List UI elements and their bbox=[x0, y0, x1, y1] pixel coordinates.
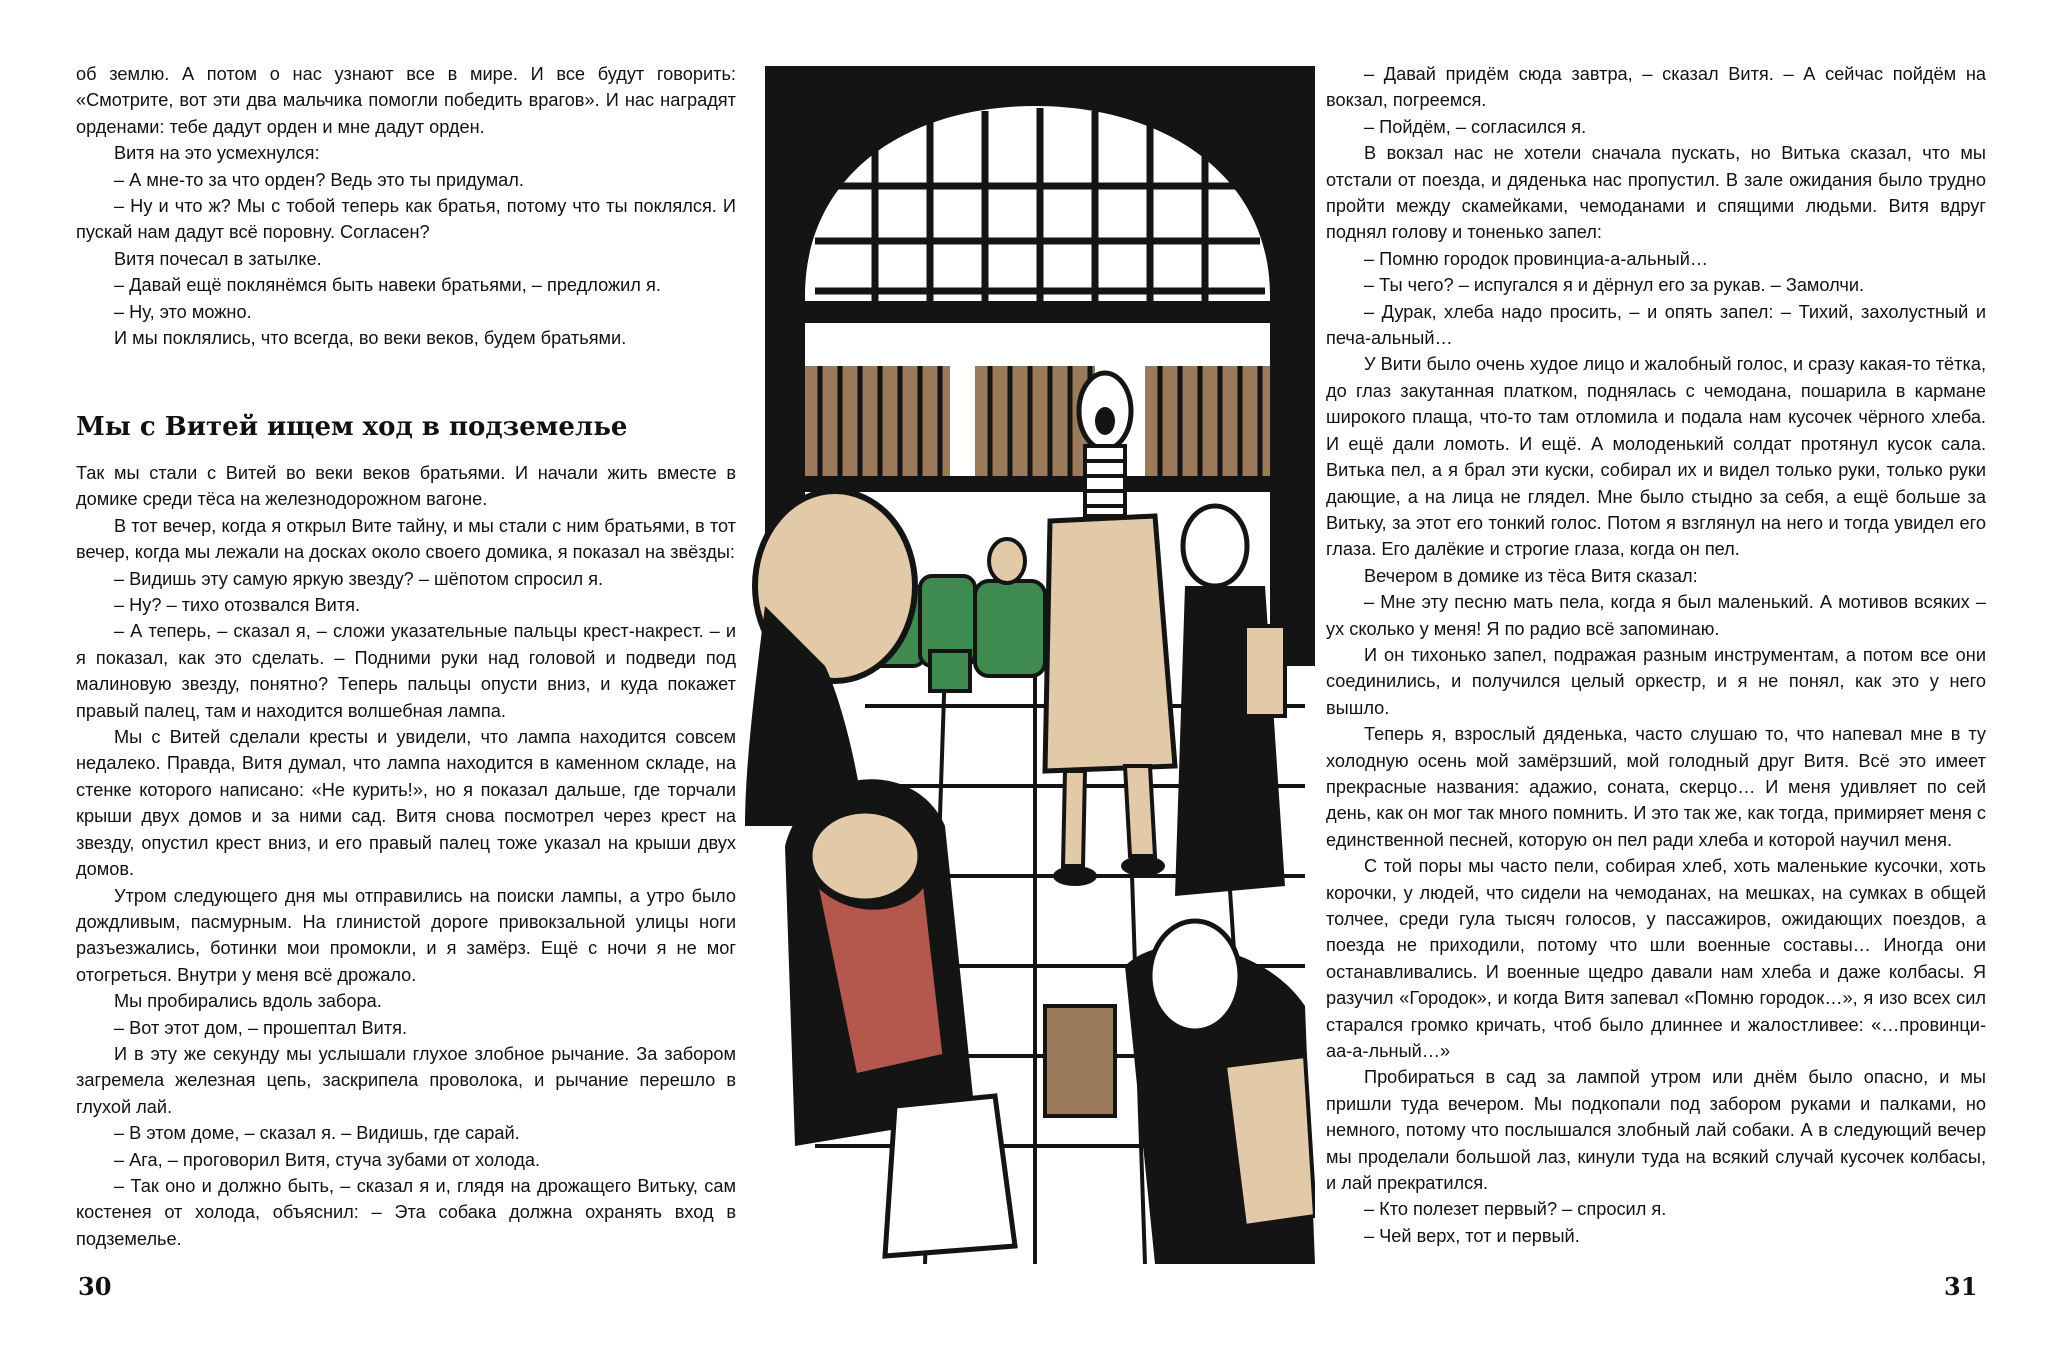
paragraph: – Ага, – проговорил Витя, стуча зубами от холода. bbox=[114, 1149, 541, 1170]
bald-man bbox=[745, 491, 915, 826]
right-page-text bbox=[1326, 61, 1986, 1249]
left-body-text bbox=[76, 460, 736, 1252]
paragraph: – Ты чего? – испугался я и дёрнул его за рукав. – Замолчи. bbox=[1364, 275, 1865, 296]
paragraph: Утром следующего дня мы отправились на поиски лампы, а утро было дождливым, пасмурным. На глинистой дороге привокзальной улицы ноги разъезжались, ботинки мои промокли, и я замёрз. Ещё с ночи я не мог отогреться. Внутри у меня всё дрожало. bbox=[76, 885, 736, 985]
paragraph: – Пойдём, – согласился я. bbox=[1364, 116, 1587, 137]
paragraph: Мы с Витей сделали кресты и увидели, что лампа находится совсем недалеко. Правда, Витя думал, что лампа находится в каменном складе, на стенке которого написано: «Не курить!», но я показал дальше, где торчали крыши двух домов и за ними сад. Витя снова посмотрел через крест на звезду, опустил крест вниз, и его правый палец тоже указал на крыши двух домов. bbox=[76, 727, 736, 880]
paragraph: – Давай ещё поклянёмся быть навеки братьями, – предложил я. bbox=[114, 275, 661, 296]
paragraph: Теперь я, взрослый дяденька, часто слушаю то, что напевал мне в ту холодную осень мой замёрзший, мой голодный друг Витя. Всё это имеет прекрасные названия: адажио, соната, скерцо… И меня удивляет по сей день, как он мог так много помнить. И это так же, как тогда, примиряет меня с единственной песней, которую он пел ради хлеба и которой научил меня. bbox=[1326, 724, 1986, 850]
station-crowd-illustration bbox=[745, 66, 1315, 1264]
paragraph: – Видишь эту самую яркую звезду? – шёпотом спросил я. bbox=[114, 568, 604, 589]
paragraph: В вокзал нас не хотели сначала пускать, но Витька сказал, что мы отстали от поезда, и дяденька нас пропустил. В зале ожидания было трудно пройти между скамейками, чемоданами и спящими людьми. Витя вдруг поднял голову и тоненько запел: bbox=[1326, 143, 1986, 243]
paragraph: – Вот этот дом, – прошептал Витя. bbox=[114, 1017, 408, 1038]
paragraph: И мы поклялись, что всегда, во веки веков, будем братьями. bbox=[114, 328, 627, 349]
paragraph: – А теперь, – сказал я, – сложи указательные пальцы крест-накрест. – и я показал, как это сделать. – Подними руки над головой и подведи под малиновую звезду, понятно? Теперь пальцы опусти вниз, и куда покажет правый палец, там и находится волшебная лампа. bbox=[76, 621, 736, 721]
paragraph: – А мне-то за что орден? Ведь это ты придумал. bbox=[114, 169, 524, 190]
paragraph: Витя на это усмехнулся: bbox=[114, 143, 320, 164]
page-number-left: 30 bbox=[78, 1272, 112, 1301]
paragraph: – Мне эту песню мать пела, когда я был маленький. А мотивов всяких – ух сколько у меня! Я по радио всё запоминаю. bbox=[1326, 592, 1986, 639]
paragraph: В тот вечер, когда я открыл Вите тайну, и мы стали с ним братьями, в тот вечер, когда мы лежали на досках около своего домика, я показал на звёзды: bbox=[76, 515, 736, 563]
paragraph: – Помню городок провинциа-а-альный… bbox=[1364, 248, 1709, 269]
paragraph: Вечером в домике из тёса Витя сказал: bbox=[1364, 565, 1698, 586]
paragraph: – Так оно и должно быть, – сказал я и, глядя на дрожащего Витьку, сам костенея от холода, объяснил: – Эта собака должна охранять вход в подземелье. bbox=[76, 1175, 736, 1249]
paragraph: Мы пробирались вдоль забора. bbox=[114, 991, 382, 1012]
paragraph: И в эту же секунду мы услышали глухое злобное рычание. За забором загремела железная цепь, заскрипела проволока, и рычание перешло в глухой лай. bbox=[76, 1043, 736, 1117]
paragraph: – Дурак, хлеба надо просить, – и опять запел: – Тихий, захолустный и печа-альный… bbox=[1326, 301, 1986, 349]
paragraph: об землю. А потом о нас узнают все в мире. И все будут говорить: «Смотрите, вот эти два мальчика помогли победить врагов». И нас наградят орденами: тебе дадут орден и мне дадут орден. bbox=[76, 64, 736, 137]
paragraph: Пробираться в сад за лампой утром или днём было опасно, и мы пришли туда вечером. Мы подкопали под забором руками и палками, но немного, потому что послышался злобный лай собаки. А в следующий вечер мы проделали большой лаз, кинули туда на всякий случай кусочек колбасы, и лай прекратился. bbox=[1326, 1067, 1986, 1194]
bottom-right-figure bbox=[1125, 921, 1315, 1264]
paragraph: – Давай придём сюда завтра, – сказал Витя. – А сейчас пойдём на вокзал, погреемся. bbox=[1326, 64, 1986, 111]
paragraph: – Ну, это можно. bbox=[114, 301, 252, 322]
paragraph: С той поры мы часто пели, собирая хлеб, хоть маленькие кусочки, хоть корочки, у людей, что сидели на чемоданах, на мешках, на сумках в общей толчее, среди гула тысяч голосов, у пассажиров, ожидающих поездов, а поезда не приходили, потому что шли военные составы… Иногда они останавливались. И военные щедро давали нам хлеба и даже колбасы. Я разучил «Городок», и когда Витя запевал «Помню городок…», я изо всех сил старался громко кричать, чтоб было длиннее и жалостливее: «…провинци-аа-а-льный…» bbox=[1326, 856, 1986, 1062]
man-in-cap bbox=[1175, 506, 1285, 896]
paragraph: – Кто полезет первый? – спросил я. bbox=[1364, 1199, 1667, 1220]
paragraph: И он тихонько запел, подражая разным инструментам, а потом все они соединились, и получился целый оркестр, и я не понял, как это у него вышло. bbox=[1326, 644, 1986, 718]
paragraph: У Вити было очень худое лицо и жалобный голос, и сразу какая-то тётка, до глаз закутанная платком, поднялась с чемодана, пошарила в кармане широкого плаща, что-то там отломила и подала нам кусочек чёрного хлеба. И ещё дали ломоть. И ещё. А молоденький солдат протянул кусок сала. Витька пел, а я брал эти куски, собирал их и видел только руки, только руки дающие, а на лица не глядел. Мне было стыдно за себя, а ещё больше за Витьку, за этот его тонкий голос. Потом я взглянул на него и тогда увидел его глаза. Его далёкие и строгие глаза, когда он пел. bbox=[1326, 354, 1986, 560]
chapter-heading: Мы с Витей ищем ход в подземелье bbox=[76, 412, 628, 442]
window-beam bbox=[805, 301, 1270, 323]
paragraph: Витя почесал в затылке. bbox=[114, 248, 322, 269]
page-number-right: 31 bbox=[1944, 1272, 1978, 1301]
paragraph: – Ну и что ж? Мы с тобой теперь как братья, потому что ты поклялся. И пускай нам дадут всё поровну. Согласен? bbox=[76, 196, 736, 243]
train-windows bbox=[805, 366, 1270, 492]
left-top-text bbox=[76, 61, 736, 351]
paragraph: – Ну? – тихо отозвался Витя. bbox=[114, 595, 361, 616]
paragraph: – Чей верх, тот и первый. bbox=[1364, 1225, 1580, 1246]
paragraph: – В этом доме, – сказал я. – Видишь, где сарай. bbox=[114, 1123, 520, 1144]
paragraph: Так мы стали с Витей во веки веков братьями. И начали жить вместе в домике среди тёса на железнодорожном вагоне. bbox=[76, 463, 736, 510]
